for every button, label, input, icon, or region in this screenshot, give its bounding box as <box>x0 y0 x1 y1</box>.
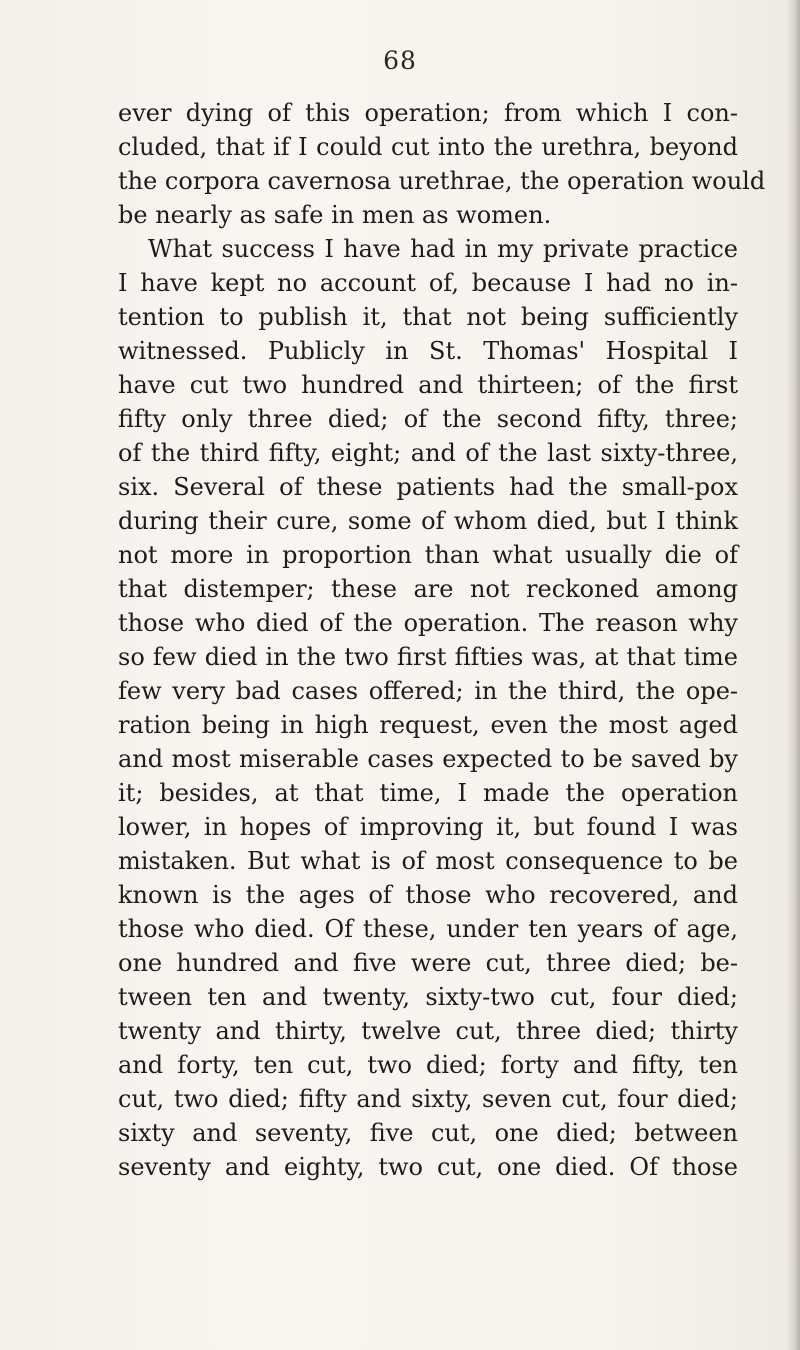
text-line: so few died in the two first fifties was, at that time <box>118 643 738 671</box>
text-line: not more in proportion than what usually die of <box>118 541 738 569</box>
body-text <box>118 96 766 1184</box>
text-line: be nearly as safe in men as women. <box>118 201 552 229</box>
text-line: have cut two hundred and thirteen; of the first <box>118 371 738 399</box>
text-line: and forty, ten cut, two died; forty and fifty, ten <box>118 1051 738 1079</box>
text-line: cluded, that if I could cut into the urethra, beyond <box>118 133 738 161</box>
text-line: those who died of the operation. The reason why <box>118 609 738 637</box>
text-line: those who died. Of these, under ten years of age, <box>118 915 738 943</box>
text-line: witnessed. Publicly in St. Thomas' Hospital I <box>118 337 738 365</box>
text-line: ration being in high request, even the most aged <box>118 711 738 739</box>
page-edge-shadow <box>786 0 800 1350</box>
text-line: the corpora cavernosa urethrae, the operation would <box>118 167 766 195</box>
text-line: one hundred and five were cut, three died; be- <box>118 949 738 977</box>
text-line: seventy and eighty, two cut, one died. Of those <box>118 1153 738 1181</box>
text-line: it; besides, at that time, I made the operation <box>118 779 738 807</box>
text-line: I have kept no account of, because I had no in- <box>118 269 738 297</box>
text-line: known is the ages of those who recovered, and <box>118 881 738 909</box>
text-line: tention to publish it, that not being sufficiently <box>118 303 738 331</box>
text-line: twenty and thirty, twelve cut, three died; thirty <box>118 1017 738 1045</box>
text-line: mistaken. But what is of most consequence to be <box>118 847 738 875</box>
text-line: lower, in hopes of improving it, but found I was <box>118 813 738 841</box>
text-line: sixty and seventy, five cut, one died; between <box>118 1119 738 1147</box>
text-line: fifty only three died; of the second fifty, three; <box>118 405 738 433</box>
page-number: 68 <box>383 46 417 75</box>
text-line: tween ten and twenty, sixty-two cut, four died; <box>118 983 738 1011</box>
text-line: What success I have had in my private practice <box>148 235 738 263</box>
text-line: six. Several of these patients had the small-pox <box>118 473 738 501</box>
text-line: ever dying of this operation; from which I con- <box>118 99 738 127</box>
text-line: and most miserable cases expected to be saved by <box>118 745 738 773</box>
text-line: cut, two died; fifty and sixty, seven cut, four died; <box>118 1085 738 1113</box>
text-line: of the third fifty, eight; and of the last sixty-three, <box>118 439 738 467</box>
text-line: few very bad cases offered; in the third, the ope- <box>118 677 738 705</box>
text-line: during their cure, some of whom died, but I think <box>118 507 738 535</box>
text-line: that distemper; these are not reckoned among <box>118 575 738 603</box>
